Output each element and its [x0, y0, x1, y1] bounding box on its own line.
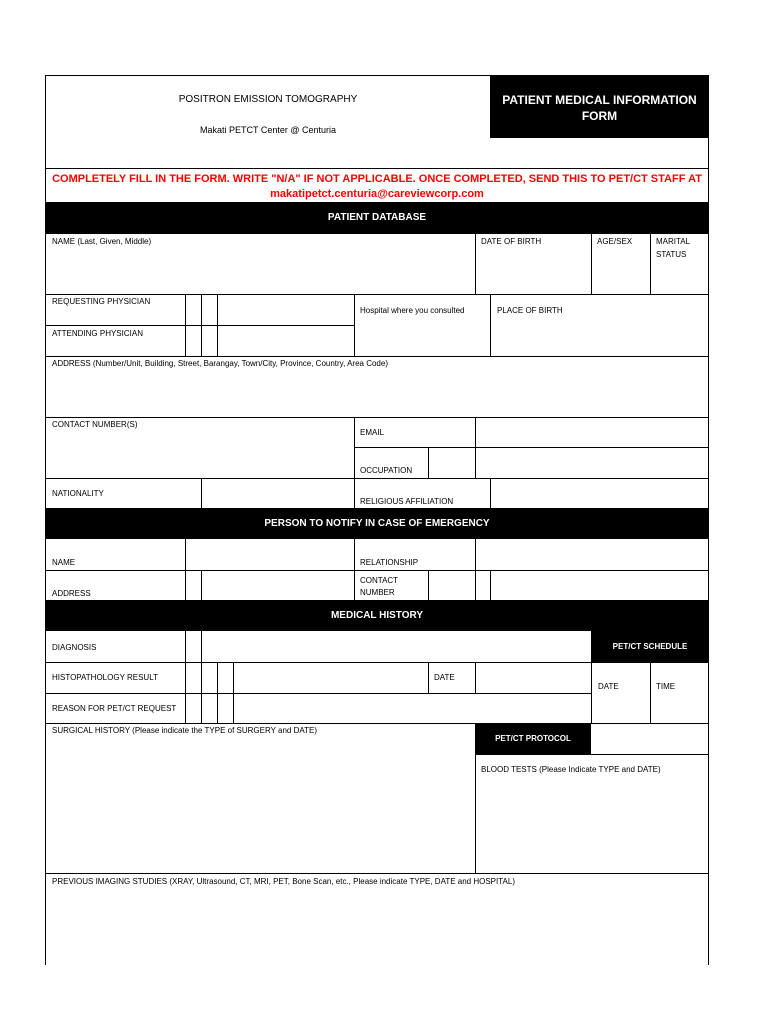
place-of-birth-field[interactable] — [493, 320, 706, 354]
divider — [650, 234, 651, 294]
section-title-medical-history: MEDICAL HISTORY — [330, 610, 424, 621]
label-religious-affiliation: RELIGIOUS AFFILIATION — [360, 497, 454, 506]
label-hospital: Hospital where you consulted — [360, 306, 465, 315]
age-sex-field[interactable] — [594, 250, 647, 292]
divider — [45, 662, 709, 663]
divider — [185, 631, 186, 723]
label-contact-number-line1: CONTACT — [360, 576, 399, 585]
divider — [428, 570, 429, 600]
occupation-field[interactable] — [478, 449, 706, 476]
divider — [201, 294, 202, 356]
label-requesting-physician: REQUESTING PHYSICIAN — [52, 297, 151, 306]
section-bar-patient-database — [45, 202, 709, 234]
nationality-field[interactable] — [203, 480, 352, 506]
label-date-of-birth: DATE OF BIRTH — [481, 237, 542, 246]
section-title-patient-database: PATIENT DATABASE — [327, 212, 427, 223]
divider — [45, 478, 709, 479]
emergency-address-field[interactable] — [203, 572, 352, 598]
label-nationality: NATIONALITY — [52, 489, 104, 498]
divider — [45, 693, 591, 694]
form-title-line2: FORM — [581, 109, 618, 123]
label-schedule-time: TIME — [656, 682, 676, 691]
form-title — [490, 92, 709, 124]
divider — [490, 478, 491, 508]
label-histopathology-date: DATE — [434, 673, 455, 682]
section-bar-emergency — [45, 508, 709, 539]
label-occupation: OCCUPATION — [360, 466, 413, 475]
label-name: NAME (Last, Given, Middle) — [52, 237, 152, 246]
divider — [217, 294, 218, 356]
label-diagnosis: DIAGNOSIS — [52, 643, 97, 652]
label-blood-tests: BLOOD TESTS (Please Indicate TYPE and DATE) — [481, 765, 661, 774]
form-title-block — [490, 75, 709, 138]
divider — [45, 873, 709, 874]
contact-numbers-field[interactable] — [48, 432, 351, 475]
divider — [45, 168, 709, 169]
label-emergency-address: ADDRESS — [52, 589, 91, 598]
relationship-field[interactable] — [478, 541, 706, 568]
header-subtitle: Makati PETCT Center @ Centuria — [199, 125, 336, 135]
label-place-of-birth: PLACE OF BIRTH — [497, 306, 563, 315]
previous-imaging-field[interactable] — [48, 890, 706, 962]
label-attending-physician: ATTENDING PHYSICIAN — [52, 329, 143, 338]
label-previous-imaging: PREVIOUS IMAGING STUDIES (XRAY, Ultrasound, CT, MRI, PET, Bone Scan, etc., Please indicate TYPE, DATE and HOSPITAL) — [52, 877, 515, 886]
divider — [490, 570, 491, 600]
section-bar-medical-history — [45, 600, 709, 631]
label-reason-for-request: REASON FOR PET/CT REQUEST — [52, 704, 177, 713]
petct-protocol-field[interactable] — [593, 725, 706, 752]
label-contact-number-line2: NUMBER — [360, 588, 395, 597]
label-address: ADDRESS (Number/Unit, Building, Street, Barangay, Town/City, Province, Country, Area Code) — [52, 359, 388, 368]
label-petct-schedule: PET/CT SCHEDULE — [612, 642, 688, 651]
label-marital-status-line2: STATUS — [656, 250, 687, 259]
emergency-contact-number-field[interactable] — [493, 572, 706, 598]
divider — [45, 325, 354, 326]
divider — [354, 294, 355, 356]
form-title-line1: PATIENT MEDICAL INFORMATION — [502, 93, 697, 107]
divider — [428, 447, 429, 478]
label-email: EMAIL — [360, 428, 385, 437]
histopathology-date-field[interactable] — [478, 664, 589, 691]
date-of-birth-field[interactable] — [478, 250, 588, 292]
divider — [45, 723, 709, 724]
emergency-name-field[interactable] — [188, 541, 352, 568]
label-surgical-history: SURGICAL HISTORY (Please indicate the TYPE of SURGERY and DATE) — [52, 726, 317, 735]
divider — [354, 447, 709, 448]
instructions-email: makatipetct.centuria@careviewcorp.com — [270, 188, 484, 200]
reason-for-request-field[interactable] — [235, 695, 589, 721]
divider — [185, 294, 186, 356]
label-age-sex: AGE/SEX — [597, 237, 633, 246]
instructions-line1: COMPLETELY FILL IN THE FORM. WRITE "N/A" IF NOT APPLICABLE. ONCE COMPLETED, SEND THIS TO PET/CT STAFF AT — [52, 173, 702, 185]
diagnosis-field[interactable] — [203, 633, 589, 660]
divider — [45, 570, 709, 571]
divider — [201, 631, 202, 723]
divider — [428, 662, 429, 693]
label-relationship: RELATIONSHIP — [360, 558, 419, 567]
attending-physician-field[interactable] — [219, 327, 352, 354]
address-field[interactable] — [48, 372, 706, 415]
header-title: POSITRON EMISSION TOMOGRAPHY — [178, 94, 358, 105]
blood-tests-field[interactable] — [478, 778, 706, 870]
label-histopathology-result: HISTOPATHOLOGY RESULT — [52, 673, 158, 682]
section-title-emergency: PERSON TO NOTIFY IN CASE OF EMERGENCY — [264, 518, 490, 529]
surgical-history-field[interactable] — [48, 739, 472, 870]
label-schedule-date: DATE — [598, 682, 619, 691]
divider — [201, 478, 202, 508]
religious-affiliation-field[interactable] — [493, 480, 706, 506]
schedule-date-field[interactable] — [594, 694, 648, 721]
divider — [475, 662, 476, 693]
divider — [45, 294, 709, 295]
divider — [650, 662, 651, 723]
hospital-field[interactable] — [357, 320, 488, 354]
label-contact-numbers: CONTACT NUMBER(S) — [52, 420, 138, 429]
divider — [354, 417, 355, 508]
label-petct-protocol: PET/CT PROTOCOL — [495, 734, 571, 743]
divider — [45, 417, 709, 418]
schedule-time-field[interactable] — [653, 694, 706, 721]
divider — [475, 754, 709, 755]
petct-schedule-block — [591, 631, 709, 662]
name-field[interactable] — [48, 250, 472, 292]
email-field[interactable] — [478, 419, 706, 445]
divider — [490, 294, 491, 356]
marital-status-field[interactable] — [653, 264, 706, 292]
label-emergency-name: NAME — [52, 558, 76, 567]
divider — [591, 662, 592, 723]
petct-protocol-block — [475, 723, 591, 754]
histopathology-result-field[interactable] — [235, 664, 426, 691]
label-marital-status-line1: MARITAL — [656, 237, 691, 246]
divider — [201, 570, 202, 600]
requesting-physician-field[interactable] — [219, 296, 352, 323]
divider — [475, 234, 476, 294]
divider — [591, 234, 592, 294]
divider — [45, 356, 709, 357]
